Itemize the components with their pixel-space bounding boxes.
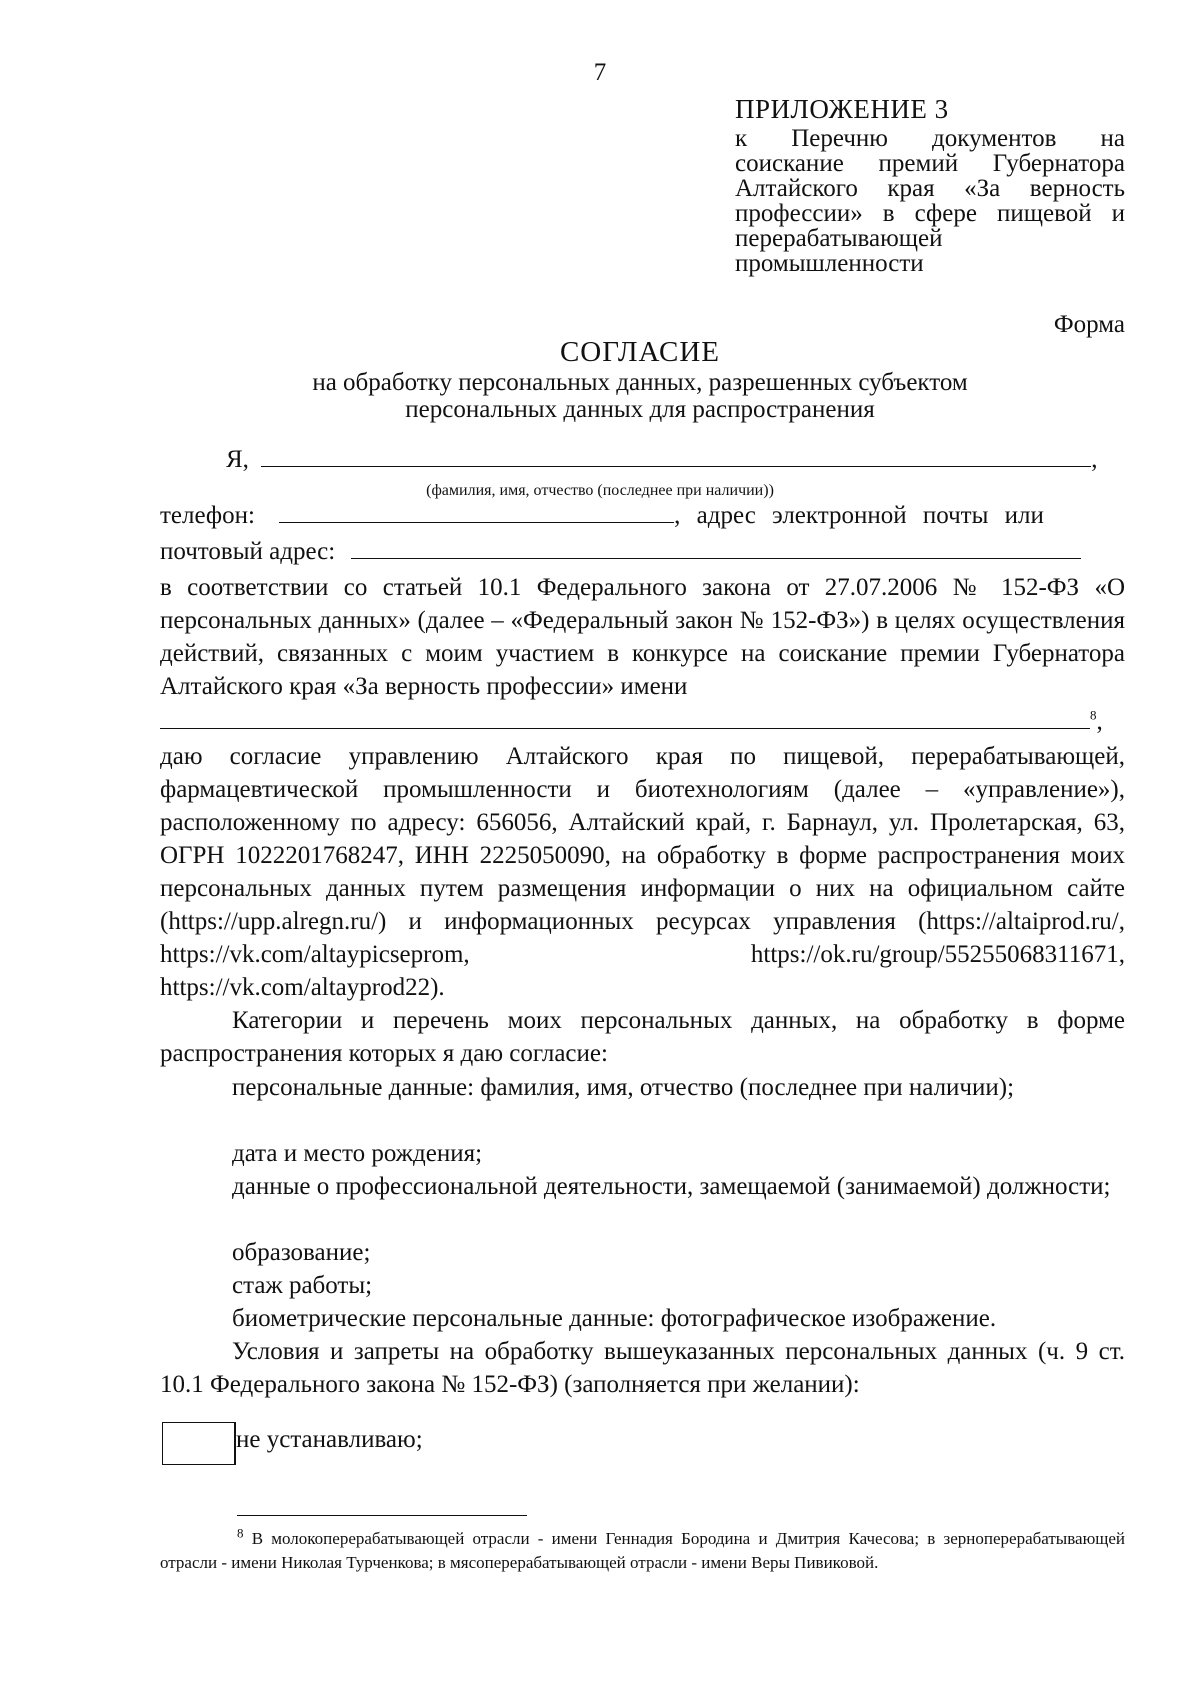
category-item: биометрические персональные данные: фотографическое изображение.	[232, 1305, 997, 1332]
ya-label: Я,	[226, 446, 249, 473]
footnote-divider	[237, 1515, 527, 1516]
name-hint: (фамилия, имя, отчество (последнее при наличии))	[426, 482, 774, 499]
phone-row	[160, 500, 1044, 532]
postal-label: почтовый адрес:	[160, 538, 336, 565]
footnote-mark: 8	[237, 1525, 244, 1541]
title-sub-line1: на обработку персональных данных, разрешенных субъектом	[312, 369, 968, 396]
conditions-text: Условия и запреты на обработку вышеуказанных персональных данных (ч. 9 ст. 10.1 Федерального закона № 152-ФЗ) (заполняется при желании):	[160, 1338, 1125, 1398]
name-input-line[interactable]	[261, 444, 1091, 467]
phone-input-line[interactable]	[279, 500, 674, 523]
appendix-body: к Перечню документов на соискание премий Губернатора Алтайского края «За верность профессии» в сфере пищевой и перерабатывающей промышленности	[735, 125, 1125, 277]
paragraph-consent: даю согласие управлению Алтайского края по пищевой, перерабатывающей, фармацевтической промышленности и биотехнологиям (далее – «управление»), расположенному по адресу: 656056, Алтайский край, г. Барнаул, ул. Пролетарская, 63, ОГРН 1022201768247, ИНН 2225050090, на обработку в форме распространения моих персональных данных путем размещения информации о них на официальном сайте (https://upp.alregn.ru/) и информационных ресурсах управления (https://altaiprod.ru/, https://vk.com/altaypicseprom, https://ok.ru/group/55255068311671, https://vk.com/altayprod22).	[160, 743, 1125, 1001]
postal-input-line[interactable]	[351, 536, 1081, 559]
no-restrictions-label: не устанавливаю;	[236, 1426, 423, 1453]
name-field-row: Я, ,	[226, 446, 1098, 473]
appendix-block	[735, 94, 1125, 276]
title-main: СОГЛАСИЕ	[559, 336, 721, 368]
category-item: образование;	[232, 1239, 371, 1266]
document-title	[160, 335, 1120, 423]
paragraph-legal-basis: в соответствии со статьей 10.1 Федерального закона от 27.07.2006 № 152-ФЗ «О персональных данных» (далее – «Федеральный закон № 152-ФЗ») в целях осуществления действий, связанных с моим участием в конкурсе на соискание премии Губернатора Алтайского края «За верность профессии» имени	[160, 574, 1125, 700]
category-item: дата и место рождения;	[232, 1140, 483, 1167]
footnote-text: В молокоперерабатывающей отрасли - имени Геннадия Бородина и Дмитрия Качесова; в зерноперерабатывающей отрасли - имени Николая Турченкова; в мясоперерабатывающей отрасли - имени Веры Пивиковой.	[160, 1529, 1125, 1572]
nominee-input-line[interactable]	[160, 706, 1090, 729]
page-number: 7	[593, 59, 607, 86]
title-sub-line2: персональных данных для распространения	[405, 396, 875, 423]
appendix-title: ПРИЛОЖЕНИЕ 3	[735, 94, 949, 124]
footnote	[160, 1527, 1125, 1575]
category-item: данные о профессиональной деятельности, замещаемой (занимаемой) должности;	[232, 1173, 1111, 1200]
nominee-row: $^8$,	[160, 706, 1103, 738]
category-item: персональные данные: фамилия, имя, отчество (последнее при наличии);	[232, 1074, 1015, 1101]
category-item: стаж работы;	[232, 1272, 373, 1299]
email-label: , адрес электронной почты или	[674, 502, 1044, 529]
categories-intro: Категории и перечень моих персональных данных, на обработку в форме распространения которых я даю согласие:	[160, 1007, 1125, 1067]
phone-label: телефон:	[160, 502, 255, 529]
form-label: Форма	[1053, 311, 1125, 338]
postal-row	[160, 536, 1081, 568]
no-restrictions-checkbox[interactable]	[162, 1422, 236, 1465]
footnote-ref: 8	[1090, 707, 1097, 723]
